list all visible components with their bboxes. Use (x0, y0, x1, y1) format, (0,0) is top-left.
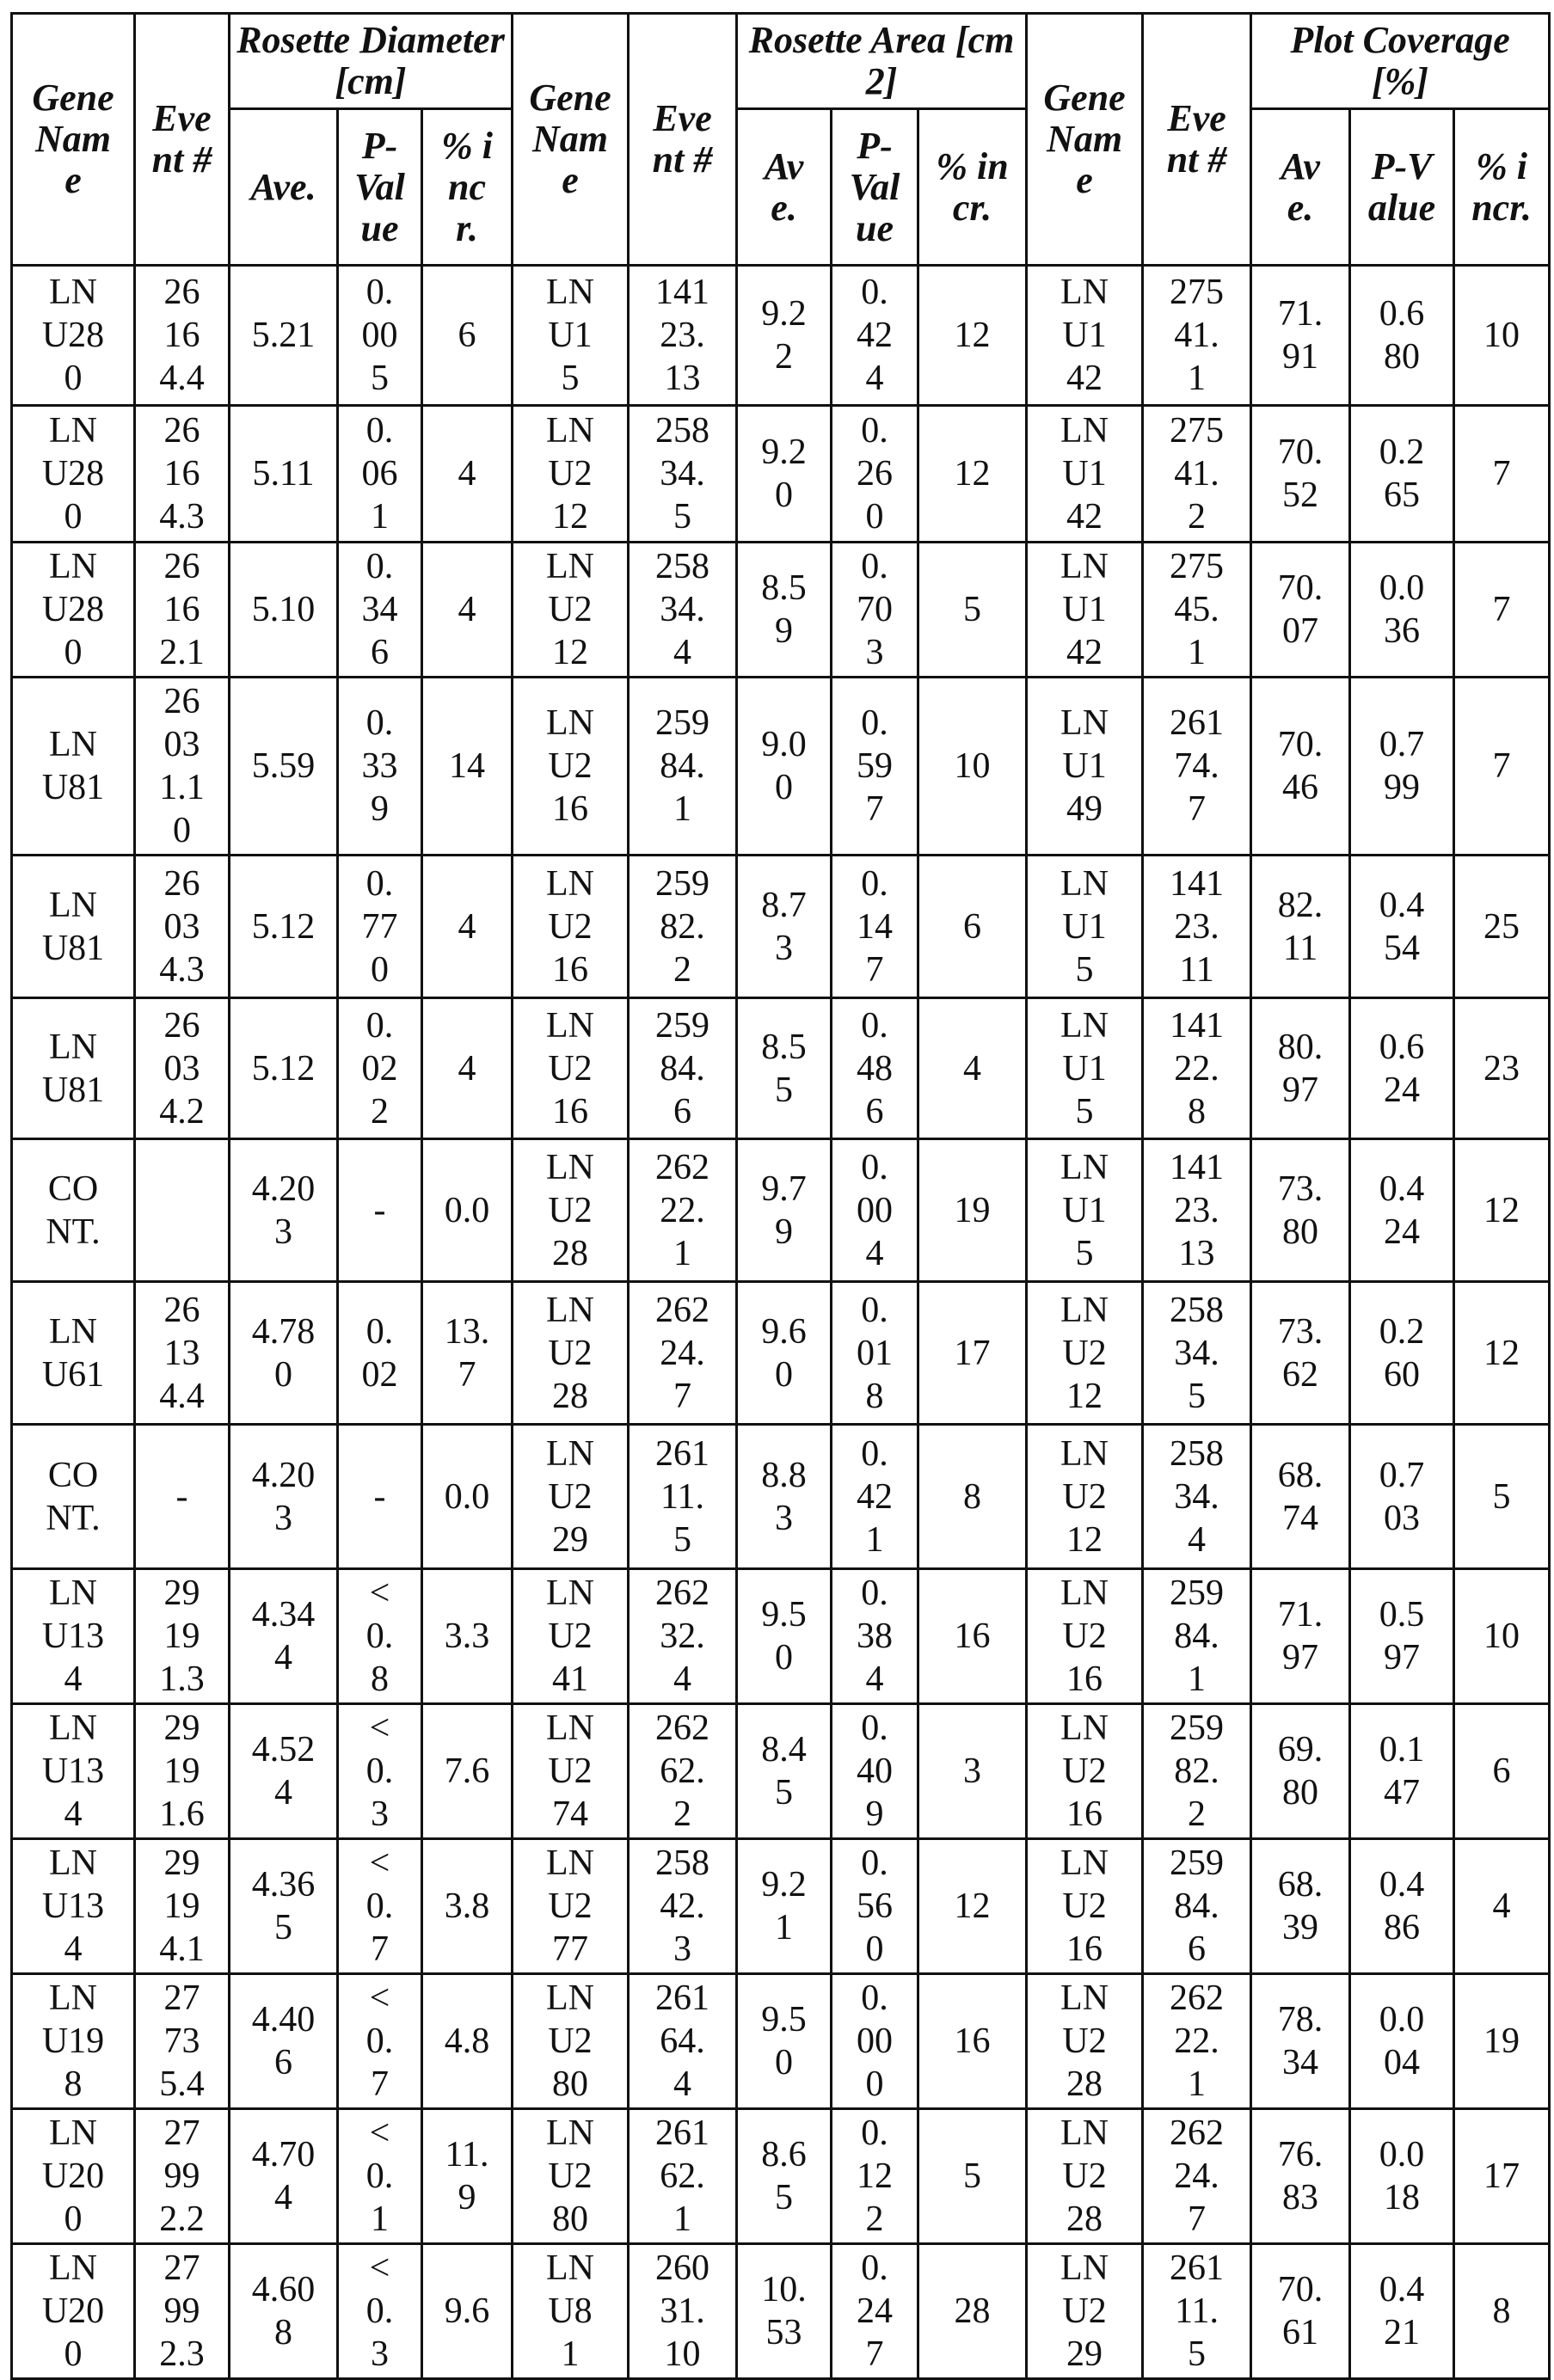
pct-incr-cell: 0.0 (422, 1425, 513, 1569)
p-value-cell: <0.3 (338, 2244, 422, 2379)
table-row (12, 266, 1550, 406)
event-cell: 25984.6 (1143, 1839, 1251, 1974)
header-ave: Ave. (230, 109, 338, 266)
p-value-cell: 0.424 (1350, 1139, 1454, 1282)
pct-incr-cell: 5 (918, 543, 1027, 678)
header-ave: Ave. (1251, 109, 1350, 266)
event-cell: 29191.3 (135, 1569, 230, 1704)
ave-cell: 5.10 (230, 543, 338, 678)
event-cell: 26034.3 (135, 856, 230, 998)
header-gene-name: Gene Name (12, 14, 135, 266)
event-cell: 29194.1 (135, 1839, 230, 1974)
ave-cell: 9.79 (737, 1139, 832, 1282)
event-cell: 26111.5 (1143, 2244, 1251, 2379)
pct-incr-cell: 10 (1454, 1569, 1550, 1704)
header-event: Event # (135, 14, 230, 266)
event-cell: 26111.5 (629, 1425, 737, 1569)
event-cell: 25984.1 (1143, 1569, 1251, 1704)
pct-incr-cell: 4 (422, 998, 513, 1139)
p-value-cell: 0.424 (832, 266, 918, 406)
event-cell: 25834.5 (629, 406, 737, 543)
ave-cell: 70.52 (1251, 406, 1350, 543)
header-rosette-area: Rosette Area [cm2] (737, 14, 1027, 109)
p-value-cell: 0.018 (1350, 2109, 1454, 2244)
gene-name-cell: LNU142 (1027, 266, 1143, 406)
gene-name-cell: LNU134 (12, 1839, 135, 1974)
event-cell: 27541.2 (1143, 406, 1251, 543)
ave-cell: 78.34 (1251, 1974, 1350, 2109)
ave-cell: 70.46 (1251, 678, 1350, 856)
pct-incr-cell: 7.6 (422, 1704, 513, 1839)
ave-cell: 5.59 (230, 678, 338, 856)
p-value-cell: 0.486 (1350, 1839, 1454, 1974)
ave-cell: 10.53 (737, 2244, 832, 2379)
header-gene-name: Gene Name (513, 14, 629, 266)
p-value-cell: 0.247 (832, 2244, 918, 2379)
event-cell: 25982.2 (629, 856, 737, 998)
gene-name-cell: LNU200 (12, 2244, 135, 2379)
p-value-cell: 0.022 (338, 998, 422, 1139)
event-cell: 27541.1 (1143, 266, 1251, 406)
p-value-cell: 0.147 (832, 856, 918, 998)
ave-cell: 5.12 (230, 998, 338, 1139)
p-value-cell: 0.421 (1350, 2244, 1454, 2379)
gene-name-cell: LNU216 (513, 856, 629, 998)
gene-name-cell: LNU216 (1027, 1839, 1143, 1974)
table-row (12, 1425, 1550, 1569)
gene-name-cell: LNU200 (12, 2109, 135, 2244)
gene-name-cell: LNU81 (12, 856, 135, 998)
pct-incr-cell: 13.7 (422, 1282, 513, 1425)
gene-name-cell: LNU134 (12, 1704, 135, 1839)
ave-cell: 9.21 (737, 1839, 832, 1974)
gene-name-cell: LNU229 (1027, 2244, 1143, 2379)
ave-cell: 8.83 (737, 1425, 832, 1569)
table-row (12, 2244, 1550, 2379)
event-cell: 26164.4 (629, 1974, 737, 2109)
gene-name-cell: LNU15 (1027, 856, 1143, 998)
pct-incr-cell: 23 (1454, 998, 1550, 1139)
event-cell: 26222.1 (1143, 1974, 1251, 2109)
event-cell: 14122.8 (1143, 998, 1251, 1139)
ave-cell: 4.780 (230, 1282, 338, 1425)
ave-cell: 5.12 (230, 856, 338, 998)
p-value-cell: 0.799 (1350, 678, 1454, 856)
event-cell: 14123.13 (629, 266, 737, 406)
event-cell: 25984.6 (629, 998, 737, 1139)
p-value-cell: 0.624 (1350, 998, 1454, 1139)
gene-name-cell: LNU81 (513, 2244, 629, 2379)
pct-incr-cell: 28 (918, 2244, 1027, 2379)
p-value-cell: - (338, 1139, 422, 1282)
results-table (10, 12, 1551, 2380)
pct-incr-cell: 3.8 (422, 1839, 513, 1974)
pct-incr-cell: 7 (1454, 543, 1550, 678)
p-value-cell: <0.3 (338, 1704, 422, 1839)
pct-incr-cell: 12 (1454, 1282, 1550, 1425)
event-cell: 26164.4 (135, 266, 230, 406)
p-value-cell: 0.346 (338, 543, 422, 678)
pct-incr-cell: 0.0 (422, 1139, 513, 1282)
p-value-cell: 0.147 (1350, 1704, 1454, 1839)
event-cell: 26164.3 (135, 406, 230, 543)
ave-cell: 4.406 (230, 1974, 338, 2109)
event-cell: 26031.10 (629, 2244, 737, 2379)
table-header (12, 14, 1550, 266)
p-value-cell: 0.02 (338, 1282, 422, 1425)
gene-name-cell: LNU274 (513, 1704, 629, 1839)
table-row (12, 1839, 1550, 1974)
p-value-cell: 0.384 (832, 1569, 918, 1704)
event-cell: 25984.1 (629, 678, 737, 856)
pct-incr-cell: 11.9 (422, 2109, 513, 2244)
ave-cell: 4.704 (230, 2109, 338, 2244)
table-row (12, 2109, 1550, 2244)
pct-incr-cell: 4 (918, 998, 1027, 1139)
pct-incr-cell: 16 (918, 1974, 1027, 2109)
p-value-cell: 0.770 (338, 856, 422, 998)
event-cell: 26224.7 (629, 1282, 737, 1425)
event-cell: 26162.1 (629, 2109, 737, 2244)
ave-cell: 73.80 (1251, 1139, 1350, 1282)
ave-cell: 69.80 (1251, 1704, 1350, 1839)
gene-name-cell: LNU81 (12, 678, 135, 856)
ave-cell: 76.83 (1251, 2109, 1350, 2244)
pct-incr-cell: 6 (918, 856, 1027, 998)
ave-cell: 4.608 (230, 2244, 338, 2379)
pct-incr-cell: 12 (918, 266, 1027, 406)
ave-cell: 5.11 (230, 406, 338, 543)
table-row (12, 1139, 1550, 1282)
pct-incr-cell: 8 (1454, 2244, 1550, 2379)
gene-name-cell: LNU280 (12, 543, 135, 678)
gene-name-cell: LNU280 (12, 406, 135, 543)
p-value-cell: 0.122 (832, 2109, 918, 2244)
p-value-cell: 0.005 (338, 266, 422, 406)
gene-name-cell: LNU280 (513, 2109, 629, 2244)
ave-cell: 9.00 (737, 678, 832, 856)
pct-incr-cell: 12 (918, 1839, 1027, 1974)
pct-incr-cell: 16 (918, 1569, 1027, 1704)
p-value-cell: 0.454 (1350, 856, 1454, 998)
ave-cell: 70.07 (1251, 543, 1350, 678)
gene-name-cell: CONT. (12, 1425, 135, 1569)
event-cell: 25834.4 (1143, 1425, 1251, 1569)
gene-name-cell: LNU212 (513, 406, 629, 543)
table-row (12, 1569, 1550, 1704)
gene-name-cell: LNU228 (1027, 2109, 1143, 2244)
p-value-cell: 0.339 (338, 678, 422, 856)
ave-cell: 9.50 (737, 1569, 832, 1704)
pct-incr-cell: 3 (918, 1704, 1027, 1839)
header-pct-incr: % incr. (422, 109, 513, 266)
ave-cell: 9.22 (737, 266, 832, 406)
pct-incr-cell: 4 (1454, 1839, 1550, 1974)
event-cell: 26162.1 (135, 543, 230, 678)
table-row (12, 406, 1550, 543)
pct-incr-cell: 12 (918, 406, 1027, 543)
p-value-cell: 0.560 (832, 1839, 918, 1974)
p-value-cell: 0.703 (832, 543, 918, 678)
pct-incr-cell: 5 (1454, 1425, 1550, 1569)
gene-name-cell: LNU198 (12, 1974, 135, 2109)
table-row (12, 856, 1550, 998)
gene-name-cell: LNU212 (1027, 1282, 1143, 1425)
header-gene-name: Gene Name (1027, 14, 1143, 266)
pct-incr-cell: 25 (1454, 856, 1550, 998)
ave-cell: 82.11 (1251, 856, 1350, 998)
header-rosette-diameter: Rosette Diameter [cm] (230, 14, 513, 109)
pct-incr-cell: 17 (918, 1282, 1027, 1425)
ave-cell: 5.21 (230, 266, 338, 406)
gene-name-cell: LNU277 (513, 1839, 629, 1974)
pct-incr-cell: 4 (422, 543, 513, 678)
event-cell: 26232.4 (629, 1569, 737, 1704)
ave-cell: 80.97 (1251, 998, 1350, 1139)
gene-name-cell: CONT. (12, 1139, 135, 1282)
gene-name-cell: LNU149 (1027, 678, 1143, 856)
ave-cell: 9.60 (737, 1282, 832, 1425)
ave-cell: 8.73 (737, 856, 832, 998)
p-value-cell: 0.421 (832, 1425, 918, 1569)
gene-name-cell: LNU212 (1027, 1425, 1143, 1569)
ave-cell: 8.45 (737, 1704, 832, 1839)
gene-name-cell: LNU280 (513, 1974, 629, 2109)
header-pct-incr: % incr. (1454, 109, 1550, 266)
event-cell: 25842.3 (629, 1839, 737, 1974)
ave-cell: 4.203 (230, 1139, 338, 1282)
pct-incr-cell: 19 (1454, 1974, 1550, 2109)
ave-cell: 4.203 (230, 1425, 338, 1569)
event-cell: 25834.5 (1143, 1282, 1251, 1425)
pct-incr-cell: 4 (422, 856, 513, 998)
ave-cell: 68.39 (1251, 1839, 1350, 1974)
ave-cell: 71.91 (1251, 266, 1350, 406)
header-event: Event # (629, 14, 737, 266)
table-row (12, 998, 1550, 1139)
ave-cell: 4.344 (230, 1569, 338, 1704)
event-cell: 27992.3 (135, 2244, 230, 2379)
header-pct-incr: % incr. (918, 109, 1027, 266)
event-cell: 26174.7 (1143, 678, 1251, 856)
ave-cell: 4.524 (230, 1704, 338, 1839)
event-cell: 14123.11 (1143, 856, 1251, 998)
event-cell: 26034.2 (135, 998, 230, 1139)
table-row (12, 1974, 1550, 2109)
p-value-cell: - (338, 1425, 422, 1569)
p-value-cell: 0.036 (1350, 543, 1454, 678)
pct-incr-cell: 17 (1454, 2109, 1550, 2244)
pct-incr-cell: 14 (422, 678, 513, 856)
ave-cell: 4.365 (230, 1839, 338, 1974)
gene-name-cell: LNU280 (12, 266, 135, 406)
pct-incr-cell: 7 (1454, 678, 1550, 856)
table-row (12, 543, 1550, 678)
event-cell: 26262.2 (629, 1704, 737, 1839)
p-value-cell: 0.597 (1350, 1569, 1454, 1704)
gene-name-cell: LNU142 (1027, 543, 1143, 678)
gene-name-cell: LNU142 (1027, 406, 1143, 543)
gene-name-cell: LNU228 (1027, 1974, 1143, 2109)
p-value-cell: 0.486 (832, 998, 918, 1139)
ave-cell: 8.55 (737, 998, 832, 1139)
event-cell: 26031.10 (135, 678, 230, 856)
event-cell: 27545.1 (1143, 543, 1251, 678)
table-row (12, 678, 1550, 856)
header-plot-coverage: Plot Coverage [%] (1251, 14, 1550, 109)
event-cell: 27735.4 (135, 1974, 230, 2109)
pct-incr-cell: 10 (918, 678, 1027, 856)
header-ave: Ave. (737, 109, 832, 266)
header-p-value: P-Value (338, 109, 422, 266)
gene-name-cell: LNU15 (513, 266, 629, 406)
header-event: Event # (1143, 14, 1251, 266)
gene-name-cell: LNU228 (513, 1139, 629, 1282)
p-value-cell: 0.597 (832, 678, 918, 856)
pct-incr-cell: 6 (1454, 1704, 1550, 1839)
pct-incr-cell: 12 (1454, 1139, 1550, 1282)
p-value-cell: 0.409 (832, 1704, 918, 1839)
p-value-cell: 0.703 (1350, 1425, 1454, 1569)
gene-name-cell: LNU81 (12, 998, 135, 1139)
pct-incr-cell: 19 (918, 1139, 1027, 1282)
p-value-cell: <0.8 (338, 1569, 422, 1704)
event-cell: 25982.2 (1143, 1704, 1251, 1839)
p-value-cell: <0.7 (338, 1839, 422, 1974)
pct-incr-cell: 6 (422, 266, 513, 406)
p-value-cell: <0.1 (338, 2109, 422, 2244)
gene-name-cell: LNU216 (1027, 1704, 1143, 1839)
gene-name-cell: LNU228 (513, 1282, 629, 1425)
header-p-value: P-Value (832, 109, 918, 266)
p-value-cell: 0.260 (832, 406, 918, 543)
table-row (12, 1282, 1550, 1425)
gene-name-cell: LNU216 (1027, 1569, 1143, 1704)
gene-name-cell: LNU241 (513, 1569, 629, 1704)
gene-name-cell: LNU61 (12, 1282, 135, 1425)
p-value-cell: 0.018 (832, 1282, 918, 1425)
gene-name-cell: LNU229 (513, 1425, 629, 1569)
pct-incr-cell: 10 (1454, 266, 1550, 406)
p-value-cell: 0.000 (832, 1974, 918, 2109)
pct-incr-cell: 4.8 (422, 1974, 513, 2109)
ave-cell: 9.20 (737, 406, 832, 543)
gene-name-cell: LNU134 (12, 1569, 135, 1704)
pct-incr-cell: 5 (918, 2109, 1027, 2244)
ave-cell: 70.61 (1251, 2244, 1350, 2379)
gene-name-cell: LNU216 (513, 678, 629, 856)
ave-cell: 71.97 (1251, 1569, 1350, 1704)
event-cell: 25834.4 (629, 543, 737, 678)
ave-cell: 8.59 (737, 543, 832, 678)
pct-incr-cell: 3.3 (422, 1569, 513, 1704)
event-cell (135, 1139, 230, 1282)
ave-cell: 73.62 (1251, 1282, 1350, 1425)
event-cell: 26224.7 (1143, 2109, 1251, 2244)
gene-name-cell: LNU216 (513, 998, 629, 1139)
pct-incr-cell: 8 (918, 1425, 1027, 1569)
p-value-cell: 0.680 (1350, 266, 1454, 406)
table-row (12, 1704, 1550, 1839)
gene-name-cell: LNU15 (1027, 1139, 1143, 1282)
gene-name-cell: LNU15 (1027, 998, 1143, 1139)
event-cell: - (135, 1425, 230, 1569)
ave-cell: 8.65 (737, 2109, 832, 2244)
ave-cell: 68.74 (1251, 1425, 1350, 1569)
pct-incr-cell: 9.6 (422, 2244, 513, 2379)
pct-incr-cell: 4 (422, 406, 513, 543)
p-value-cell: <0.7 (338, 1974, 422, 2109)
pct-incr-cell: 7 (1454, 406, 1550, 543)
event-cell: 26134.4 (135, 1282, 230, 1425)
p-value-cell: 0.004 (832, 1139, 918, 1282)
p-value-cell: 0.061 (338, 406, 422, 543)
p-value-cell: 0.265 (1350, 406, 1454, 543)
event-cell: 14123.13 (1143, 1139, 1251, 1282)
header-p-value: P-Value (1350, 109, 1454, 266)
table-body (12, 266, 1550, 2379)
p-value-cell: 0.260 (1350, 1282, 1454, 1425)
gene-name-cell: LNU212 (513, 543, 629, 678)
ave-cell: 9.50 (737, 1974, 832, 2109)
event-cell: 26222.1 (629, 1139, 737, 1282)
event-cell: 29191.6 (135, 1704, 230, 1839)
event-cell: 27992.2 (135, 2109, 230, 2244)
p-value-cell: 0.004 (1350, 1974, 1454, 2109)
